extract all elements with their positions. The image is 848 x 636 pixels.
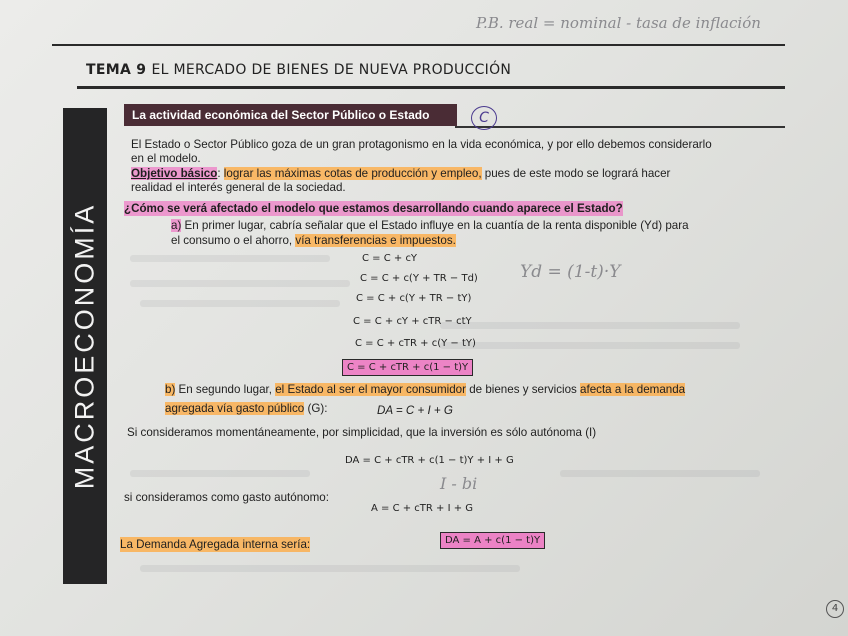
point-a-text: En primer lugar, cabría señalar que el Estado influye en la cuantía de la renta disponible (Yd) para: [181, 219, 689, 232]
page-number: 4: [826, 600, 844, 618]
bleed-through-line: [130, 470, 310, 477]
objective-line: Objetivo básico: lograr las máximas cotas de producción y empleo, pues de este modo se logrará hacer: [131, 167, 671, 180]
intro-line-2: en el modelo.: [131, 152, 201, 165]
handwritten-yd-note: Yd = (1-t)·Y: [520, 262, 621, 282]
header-rule: [77, 86, 785, 89]
investment-text: Si consideramos momentáneamente, por simplicidad, que la inversión es sólo autónoma (I): [127, 426, 597, 439]
point-b-line-2: [165, 401, 327, 416]
point-a-text-2: el consumo o el ahorro,: [171, 234, 296, 247]
top-rule: [52, 44, 785, 46]
section-rule: [455, 126, 785, 128]
equation-5: C = C + cTR + c(Y − tY): [355, 338, 476, 349]
equation-9-boxed: DA = A + c(1 − t)Y: [440, 532, 545, 549]
chapter-header: [86, 62, 511, 78]
question-heading: ¿Cómo se verá afectado el modelo que estamos desarrollando cuando aparece el Estado?: [124, 202, 623, 215]
point-b-text-a: En segundo lugar,: [175, 383, 276, 396]
point-b-line-1: [165, 382, 685, 397]
equation-8: A = C + cTR + I + G: [371, 503, 474, 514]
handwritten-i-note: I - bi: [440, 474, 478, 493]
bleed-through-line: [560, 470, 760, 477]
bleed-through-line: [140, 300, 340, 307]
point-b-rest: (G):: [304, 402, 328, 415]
equation-6-boxed: C = C + cTR + c(1 − t)Y: [342, 359, 473, 376]
objective-rest: pues de este modo se logrará hacer: [481, 167, 671, 180]
point-a-line-2: [171, 233, 456, 248]
bleed-through-line: [440, 342, 740, 349]
section-title: La actividad económica del Sector Público o Estado: [124, 104, 457, 126]
point-a-label: a): [171, 219, 182, 232]
chapter-number: TEMA 9: [86, 62, 147, 78]
bleed-through-line: [130, 255, 330, 262]
bleed-through-line: [440, 322, 740, 329]
objective-line-2: realidad el interés general de la sociedad.: [131, 181, 346, 194]
equation-4: C = C + cY + cTR − ctY: [353, 316, 472, 327]
point-a-line-1: [171, 218, 689, 233]
intro-line-1: El Estado o Sector Público goza de un gran protagonismo en la vida económica, y por ello debemos considerarlo: [131, 138, 712, 151]
point-b-highlight-3: agregada vía gasto público: [165, 402, 305, 415]
point-a-highlight: vía transferencias e impuestos.: [295, 234, 456, 247]
da-equation-inline: DA = C + I + G: [377, 404, 453, 417]
objective-label: Objetivo básico: [131, 167, 218, 180]
handwritten-top-note: P.B. real = nominal - tasa de inflación: [476, 14, 761, 32]
chapter-title: EL MERCADO DE BIENES DE NUEVA PRODUCCIÓN: [151, 62, 512, 78]
autonomous-spending-text: si consideramos como gasto autónomo:: [124, 491, 329, 504]
equation-3: C = C + c(Y + TR − tY): [356, 293, 472, 304]
point-b-highlight-2: afecta a la demanda: [580, 383, 686, 396]
point-b-highlight-1: el Estado al ser el mayor consumidor: [275, 383, 466, 396]
handwritten-circle-mark: C: [471, 106, 497, 130]
equation-1: C = C + cY: [362, 253, 418, 264]
point-b-text-b: de bienes y servicios: [465, 383, 581, 396]
bleed-through-line: [140, 565, 520, 572]
equation-7: DA = C + cTR + c(1 − t)Y + I + G: [345, 455, 514, 466]
equation-2: C = C + c(Y + TR − Td): [360, 273, 478, 284]
sidebar-label: MACROECONOMÍA: [69, 202, 100, 490]
objective-highlight: lograr las máximas cotas de producción y empleo,: [223, 167, 482, 180]
aggregate-demand-label: La Demanda Agregada interna sería:: [120, 538, 311, 551]
bleed-through-line: [130, 280, 350, 287]
point-b-label: b): [165, 383, 176, 396]
